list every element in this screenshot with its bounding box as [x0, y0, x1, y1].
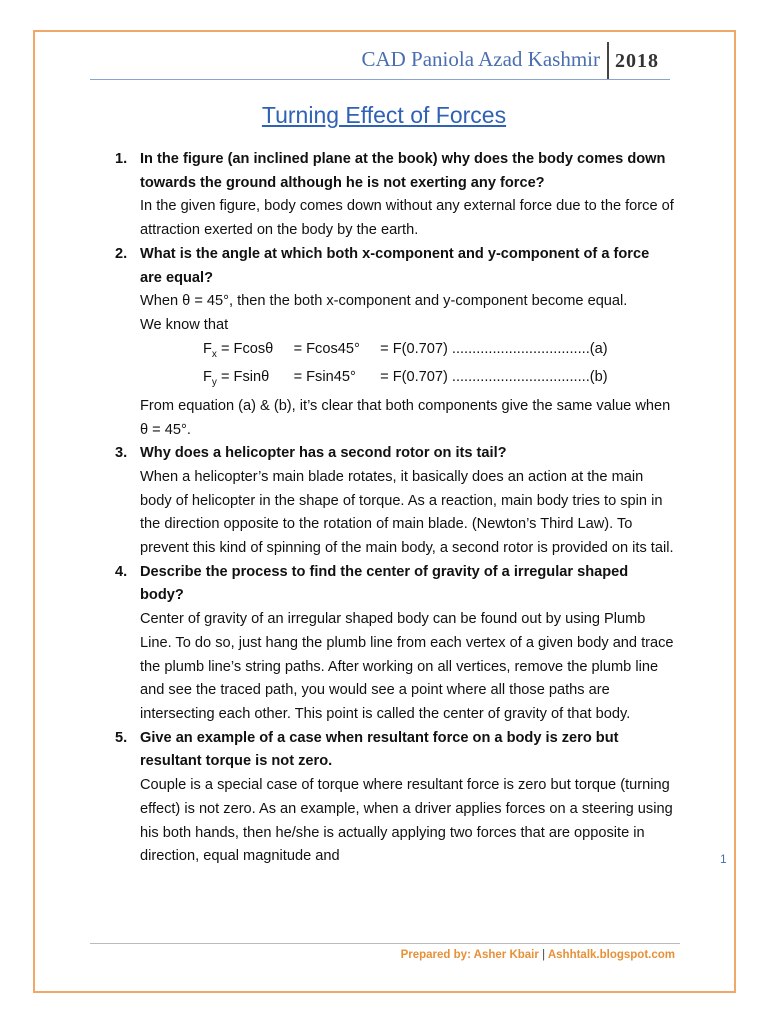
question-text: In the figure (an inclined plane at the book) why does the body comes down towards the ground although he is not exerting any force?: [140, 151, 666, 191]
question-text: Why does a helicopter has a second rotor on its tail?: [140, 445, 507, 462]
question-text: Describe the process to find the center of gravity of a irregular shaped body?: [140, 563, 629, 604]
header-divider: [90, 79, 670, 80]
answer-text: Center of gravity of an irregular shaped body can be found out by using Plumb Line. To do so, just hang the plumb line from each vertex of a given body and trace the plumb line’s string paths. After working on all vertices, remove the plumb line and see the traced path, you would see a point where all those paths are intersecting each other. This point is called the center of gravity of that body.: [140, 611, 674, 722]
footer-separator: |: [542, 949, 546, 961]
equation-fx: $F_x = Fcos\theta$ = Fcos45° = F(0.707) ..................................(a): [203, 340, 608, 360]
answer-text: When θ = 45°, then the both x-component and y-component become equal.: [140, 293, 628, 310]
page-title: Turning Effect of Forces: [261, 102, 507, 128]
question-text: Give an example of a case when resultant force on a body is zero but resultant torque is not zero.: [140, 729, 619, 770]
question-number: 4.: [115, 563, 128, 580]
answer-conclusion: From equation (a) & (b), it’s clear that both components give the same value when θ = 45°.: [140, 397, 671, 438]
header-separator: [607, 42, 609, 80]
answer-text: We know that: [140, 316, 229, 333]
question-number: 1.: [115, 151, 128, 167]
page-number: 1: [720, 852, 727, 866]
qa-item-2: [115, 243, 675, 442]
footer-site-link[interactable]: Ashhtalk.blogspot.com: [547, 949, 675, 961]
answer-text: Couple is a special case of torque where resultant force is zero but torque (turning effect) is not zero. As an example, when a driver applies forces on a steering using his both hands, then he/she is actually applying two forces that are opposite in direction, equal magnitude and: [140, 777, 673, 865]
qa-item-3: [115, 442, 675, 561]
qa-item-5: [115, 727, 675, 869]
footer-divider: [90, 943, 680, 944]
footer: [401, 949, 675, 961]
question-number: 2.: [115, 245, 128, 262]
question-text: What is the angle at which both x-component and y-component of a force are equal?: [140, 245, 650, 286]
qa-item-1: [115, 148, 675, 243]
qa-item-4: [115, 561, 675, 727]
header-year: 2018: [615, 50, 659, 72]
answer-text: When a helicopter’s main blade rotates, it basically does an action at the main body of helicopter in the shape of torque. As a reaction, main body tries to spin in the direction opposite to the rotation of main blade. (Newton’s Third Law). To prevent this kind of spinning of the main body, a second rotor is provided on its tail.: [140, 468, 674, 557]
answer-text: In the given figure, body comes down without any external force due to the force of attraction exerted on the body by the earth.: [140, 198, 674, 239]
qa-list: [115, 148, 675, 869]
question-number: 5.: [115, 729, 128, 746]
question-number: 3.: [115, 445, 128, 462]
footer-prepared-by: Prepared by: Asher Kbair: [400, 949, 539, 961]
header-org-name: CAD Paniola Azad Kashmir: [361, 47, 600, 71]
equation-fy: $F_y = Fsin\theta$ = Fsin45° = F(0.707) ..................................(b): [203, 369, 608, 389]
